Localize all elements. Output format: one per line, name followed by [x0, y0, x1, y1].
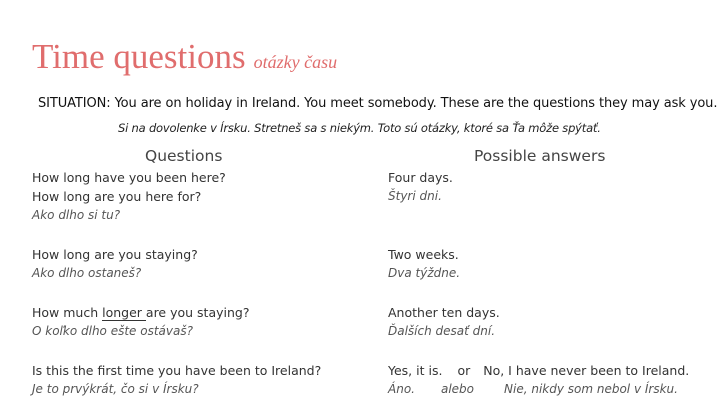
question-translation: Ako dlho si tu?	[32, 208, 121, 222]
answer-or-sk: alebo	[440, 382, 475, 396]
question-cell	[32, 361, 321, 399]
question-text-part: How much	[32, 305, 103, 320]
situation-text: SITUATION: You are on holiday in Ireland. You meet somebody. These are the questions they may ask you.	[38, 96, 718, 111]
situation-translation: Si na dovolenke v Írsku. Stretneš sa s niekým. Toto sú otázky, ktoré sa Ťa môže spýtať.	[118, 121, 601, 135]
answer-translation: Dva týždne.	[388, 266, 461, 280]
question-text: How long have you been here?	[32, 170, 226, 185]
title-translation: otázky času	[253, 52, 338, 72]
answer-translation	[388, 380, 689, 399]
answer-text: Two weeks.	[388, 247, 459, 262]
question-text: Is this the first time you have been to Ireland?	[32, 363, 322, 378]
question-text: How long are you staying?	[32, 247, 198, 262]
answer-option-yes: Yes, it is.	[388, 363, 443, 378]
answer-cell	[388, 303, 500, 341]
answer-option-no: No, I have never been to Ireland.	[483, 363, 690, 378]
answer-option-no-sk: Nie, nikdy som nebol v Írsku.	[504, 382, 678, 396]
question-text	[32, 303, 249, 322]
page-title	[32, 37, 337, 82]
answers-header: Possible answers	[474, 147, 606, 165]
answer-or: or	[457, 363, 471, 378]
question-translation: O koľko dlho ešte ostávaš?	[32, 324, 193, 338]
question-text-part: are you staying?	[145, 305, 250, 320]
question-cell	[32, 303, 249, 341]
answer-option-yes-sk: Áno.	[388, 382, 415, 396]
question-cell	[32, 168, 226, 225]
answer-text	[388, 361, 689, 380]
answer-text: Another ten days.	[388, 305, 500, 320]
question-translation: Je to prvýkrát, čo si v Írsku?	[32, 382, 199, 396]
question-cell	[32, 245, 198, 283]
answer-translation: Štyri dni.	[388, 189, 442, 203]
questions-header: Questions	[145, 147, 223, 165]
answer-text: Four days.	[388, 170, 453, 185]
question-translation: Ako dlho ostaneš?	[32, 266, 142, 280]
answer-cell	[388, 361, 689, 399]
answer-cell	[388, 245, 460, 283]
answer-cell	[388, 168, 453, 206]
question-text: How long are you here for?	[32, 189, 202, 204]
underlined-word: longer	[102, 305, 146, 320]
title-main: Time questions	[32, 37, 246, 76]
answer-translation: Ďalších desať dní.	[388, 324, 496, 338]
